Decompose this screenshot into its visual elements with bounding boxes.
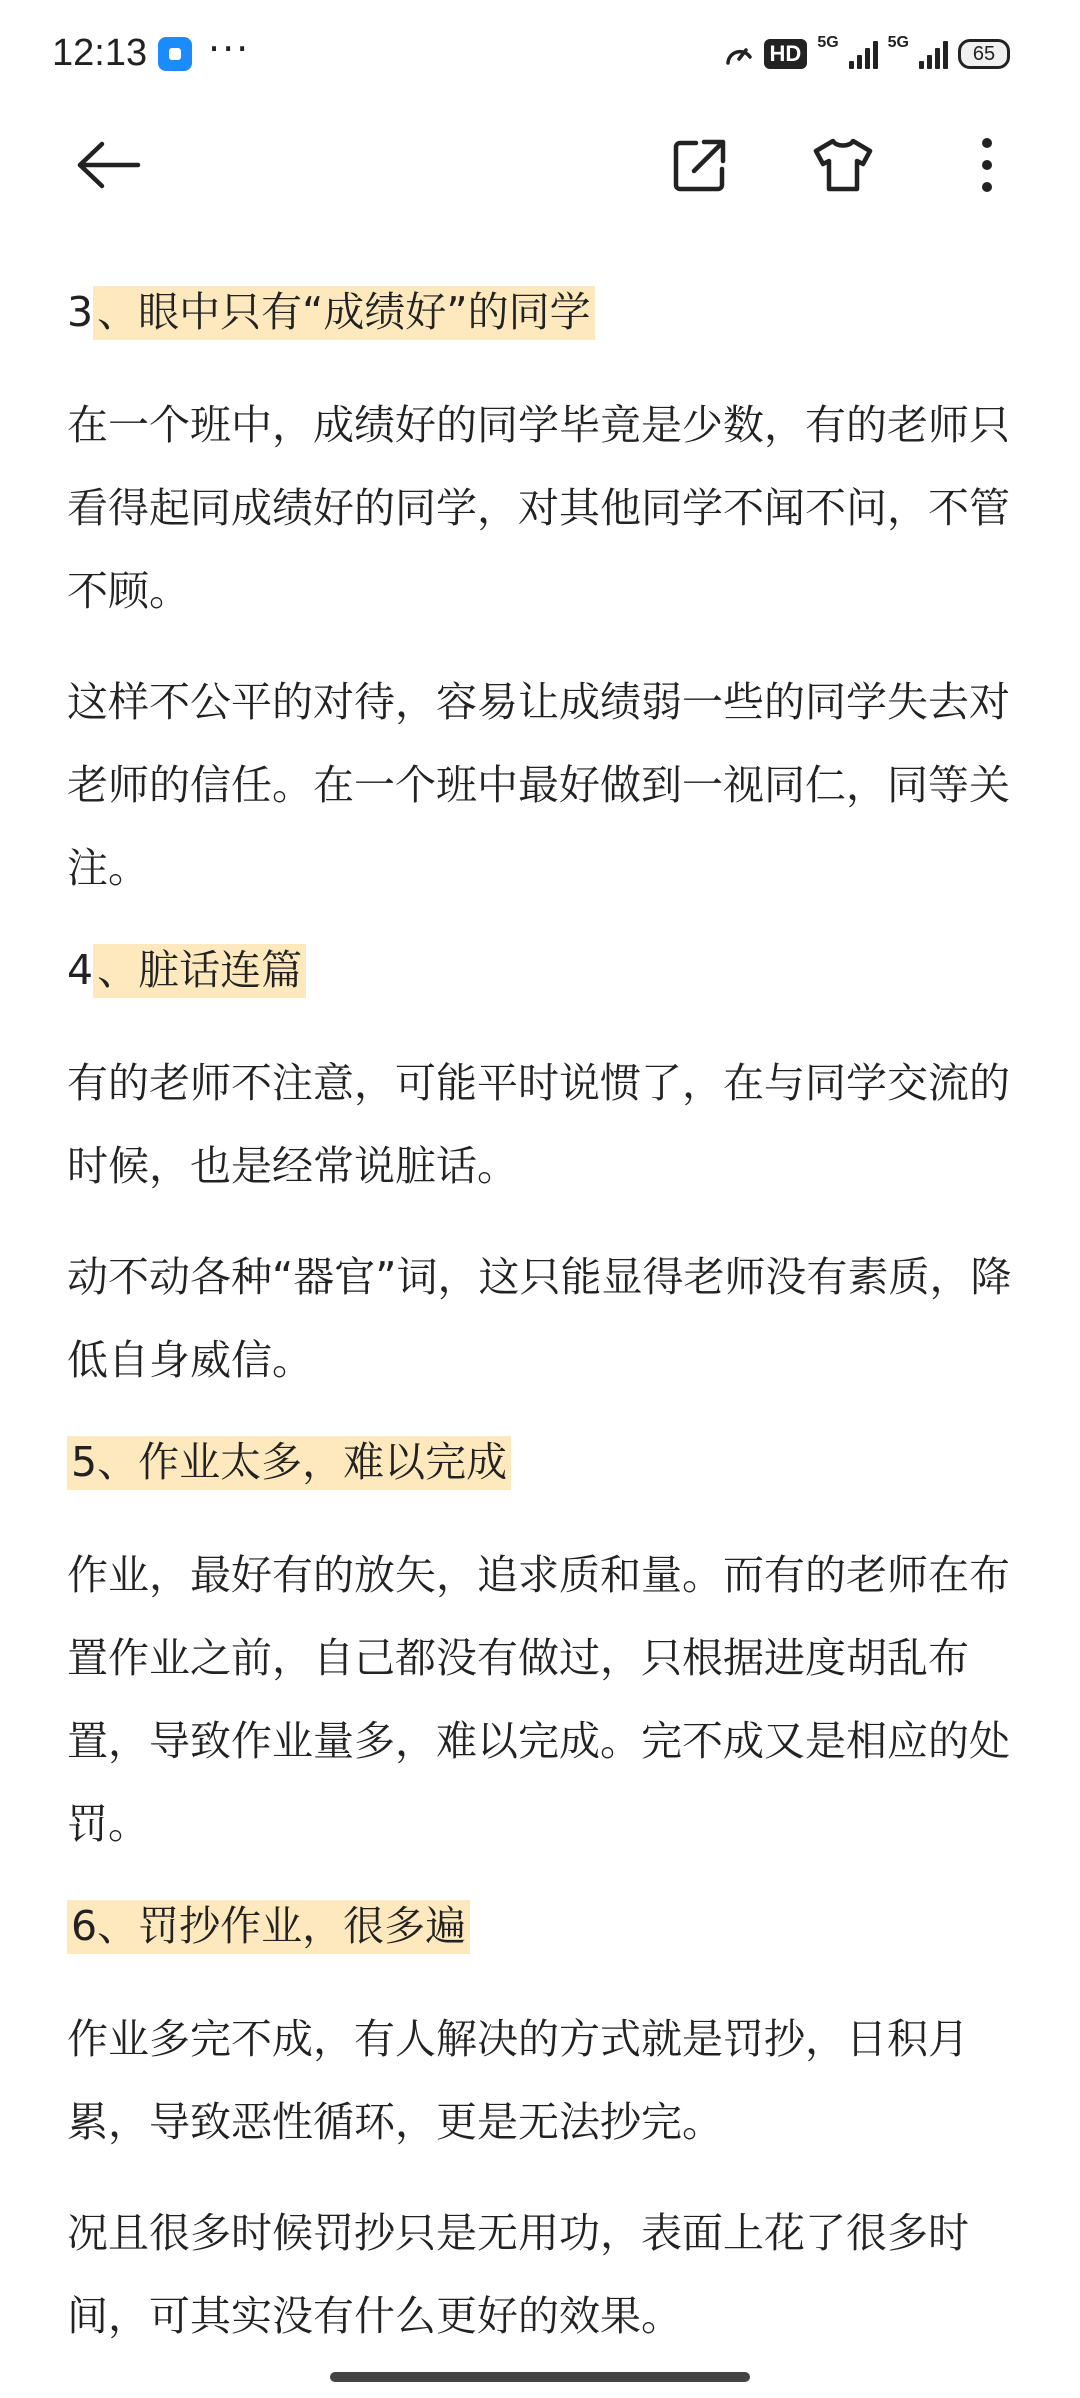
paragraph: 动不动各种“器官”词，这只能显得老师没有素质，降低自身威信。 (67, 1253, 1012, 1384)
section-number: 4 (67, 946, 94, 994)
signal-icon (849, 39, 878, 69)
paragraph: 况且很多时候罚抄只是无用功，表面上花了很多时间，可其实没有什么更好的效果。 (67, 2209, 969, 2340)
more-notifications-icon: ··· (208, 27, 251, 71)
paragraph: 作业多完不成，有人解决的方式就是罚抄，日积月累，导致恶性循环，更是无法抄完。 (67, 2015, 969, 2146)
signal-icon (919, 39, 948, 69)
hd-badge: HD (764, 39, 808, 69)
status-bar (0, 0, 1080, 110)
tshirt-icon (812, 137, 874, 193)
paragraph: 在一个班中，成绩好的同学毕竟是少数，有的老师只看得起同成绩好的同学，对其他同学不闻不问，不管不顾。 (67, 401, 1010, 615)
section-number: 3 (67, 288, 94, 336)
article-body (67, 280, 1017, 2386)
share-button[interactable] (665, 130, 735, 200)
volte-icon (724, 39, 754, 69)
paragraph: 作业，最好有的放矢，追求质和量。而有的老师在布置作业之前，自己都没有做过，只根据进度胡乱布置，导致作业量多，难以完成。完不成又是相应的处罚。 (67, 1551, 1010, 1848)
share-icon (672, 137, 728, 193)
top-nav-bar (0, 110, 1080, 220)
battery-icon: 65 (958, 39, 1010, 69)
section-heading (67, 1894, 1017, 1958)
section-number: 6 (67, 1900, 97, 1954)
more-options-button[interactable] (952, 130, 1022, 200)
section-title: 、脏话连篇 (93, 944, 306, 998)
theme-button[interactable] (808, 130, 878, 200)
paragraph: 有的老师不注意，可能平时说惯了，在与同学交流的时候，也是经常说脏话。 (67, 1059, 1010, 1190)
section-heading (67, 1430, 1017, 1494)
status-time: 12:13 (52, 32, 148, 74)
paragraph: 这样不公平的对待，容易让成绩弱一些的同学失去对老师的信任。在一个班中最好做到一视同仁，同等关注。 (67, 678, 1010, 892)
section-heading (67, 938, 1017, 1002)
gesture-navigation-bar[interactable] (330, 2372, 750, 2382)
network-type-1: 5G (817, 34, 839, 51)
section-title: 、罚抄作业，很多遍 (97, 1900, 470, 1954)
section-title: 、作业太多，难以完成 (97, 1436, 511, 1490)
back-arrow-icon (76, 140, 142, 190)
section-heading (67, 280, 1017, 344)
back-button[interactable] (74, 130, 144, 200)
section-number: 5 (67, 1436, 97, 1490)
section-title: 、眼中只有“成绩好”的同学 (93, 286, 594, 340)
network-type-2: 5G (887, 34, 909, 51)
more-vertical-icon (979, 137, 995, 193)
app-notification-icon (158, 37, 192, 71)
status-indicators (724, 34, 1010, 74)
